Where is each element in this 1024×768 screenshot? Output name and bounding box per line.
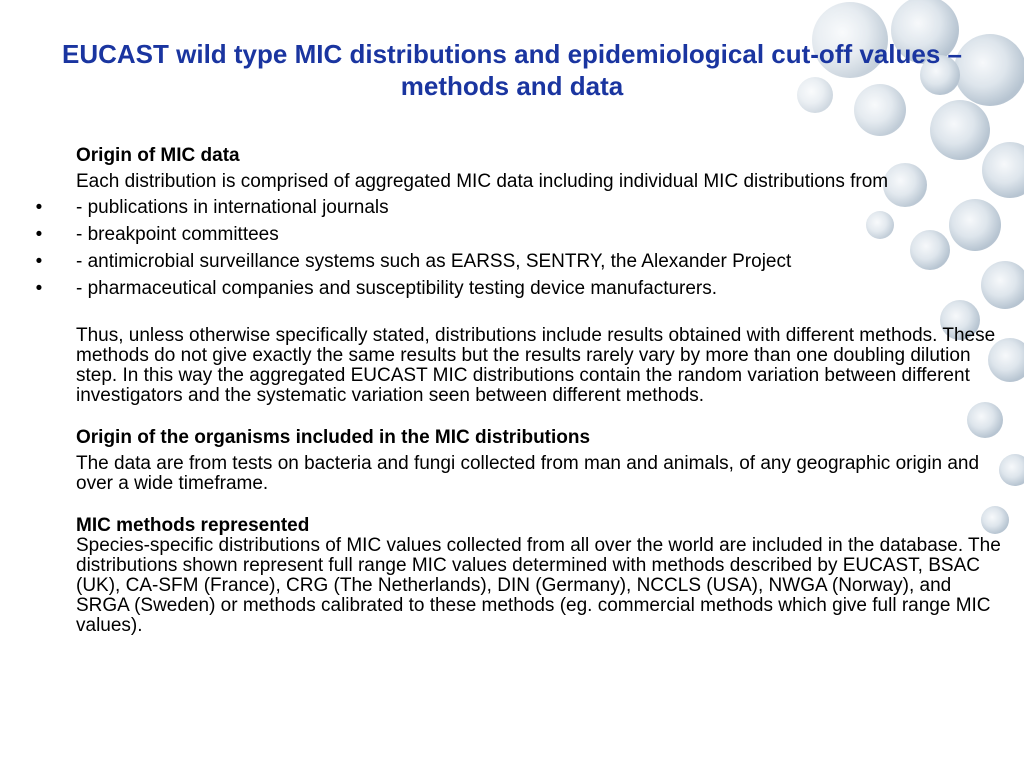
section-body-mic-methods: Species-specific distributions of MIC values collected from all over the world are included in the database. The distributions shown represent full range MIC values determined with methods described by EUCAST, BSAC (UK), CA-SFM (France), CRG (The Netherlands), DIN (Germany), NCCLS (USA), NWGA (Norway), and SRGA (Sweden) or methods calibrated to these methods (eg. commercial methods which give full range MIC values). [76,535,1001,636]
list-item [35,224,1006,245]
slide-title: EUCAST wild type MIC distributions and epidemiological cut-off values – methods and data [62,39,962,101]
bullet-icon: • [35,278,43,299]
mic-data-source-list [35,197,1006,299]
list-item-text: - antimicrobial surveillance systems such as EARSS, SENTRY, the Alexander Project [76,251,792,272]
list-item-text: - pharmaceutical companies and susceptibility testing device manufacturers. [76,278,718,299]
section-body-origin-of-mic-data: Thus, unless otherwise specifically stated, distributions include results obtained with different methods. These methods do not give exactly the same results but the results rarely vary by more than one doubling dilution step. In this way the aggregated EUCAST MIC distributions contain the random variation between different investigators and the systematic variation seen between different methods. [76,325,996,406]
section-intro-origin-of-mic-data: Each distribution is comprised of aggregated MIC data including individual MIC distributions from [76,171,889,192]
bullet-icon: • [35,251,43,272]
section-body-origin-of-organisms: The data are from tests on bacteria and fungi collected from man and animals, of any geographic origin and over a wide timeframe. [76,453,980,494]
list-item [35,197,1006,218]
bullet-icon: • [35,224,43,245]
slide-content [35,145,1006,636]
bullet-icon: • [35,197,43,218]
section-heading-origin-of-organisms: Origin of the organisms included in the MIC distributions [76,427,591,448]
list-item [35,251,1006,272]
section-heading-mic-methods: MIC methods represented [76,515,310,536]
list-item [35,278,1006,299]
list-item-text: - publications in international journals [76,197,389,218]
section-heading-origin-of-mic-data: Origin of MIC data [76,145,240,166]
list-item-text: - breakpoint committees [76,224,279,245]
